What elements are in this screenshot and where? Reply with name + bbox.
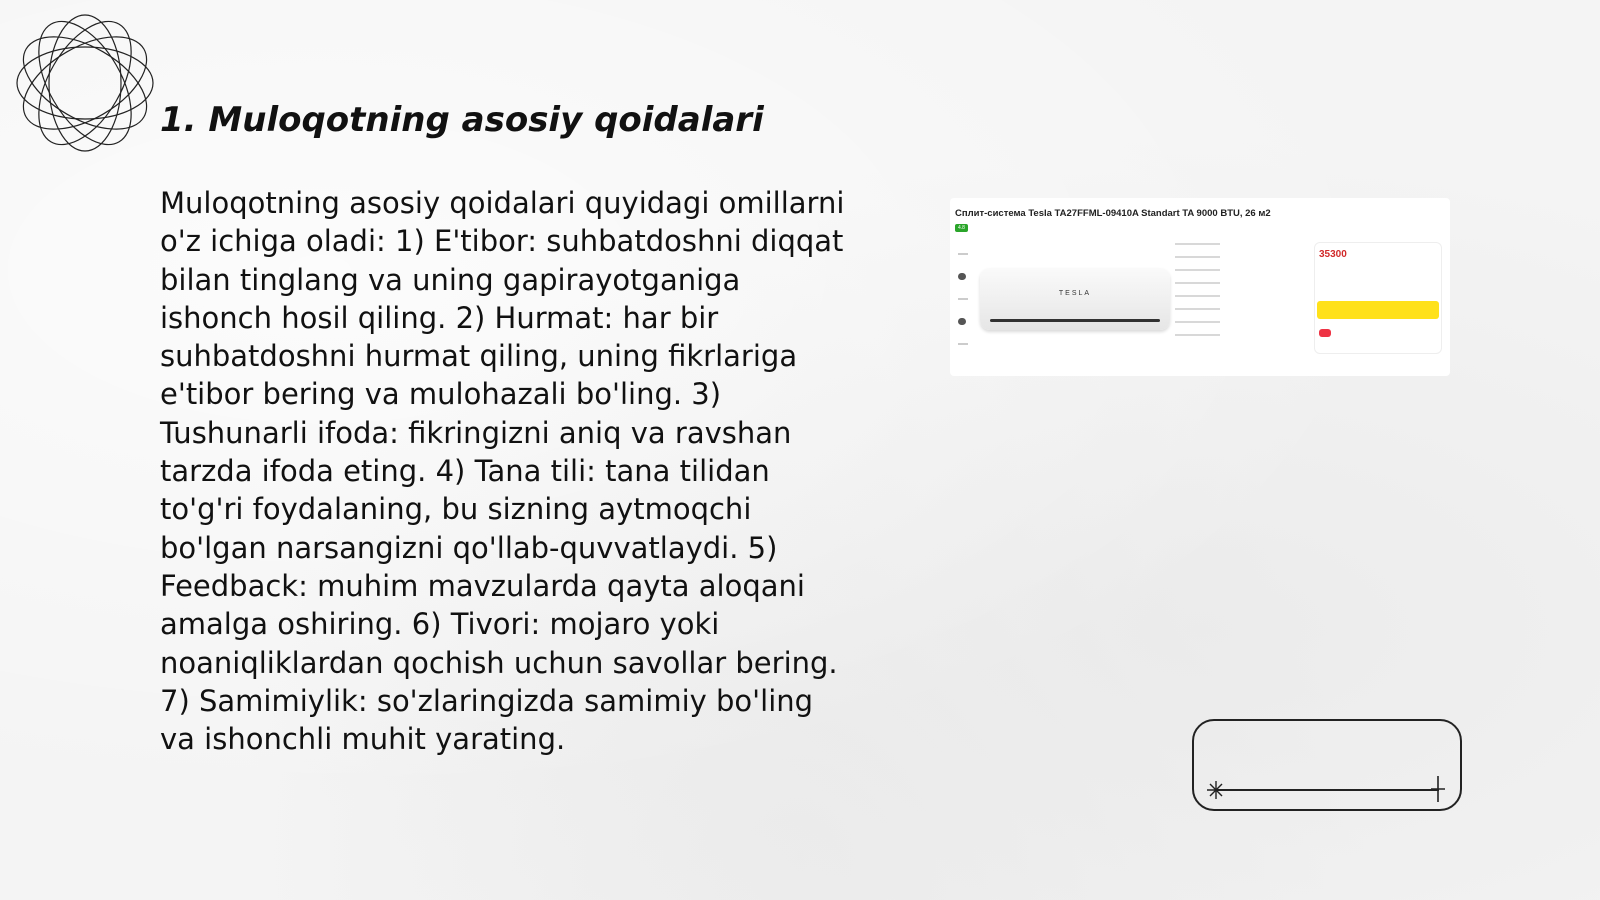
- brand-logo: TESLA: [1058, 290, 1092, 297]
- decorative-line: [1215, 789, 1439, 791]
- ring-ornament-icon: [10, 8, 160, 158]
- thumbnail-strip: [958, 253, 970, 363]
- spec-list: [1175, 243, 1305, 347]
- product-tags: [955, 224, 972, 232]
- product-screenshot-image: [950, 198, 1450, 376]
- rating-badge: 4.8: [955, 224, 968, 232]
- add-to-cart-button: [1317, 301, 1439, 319]
- promo-icon: [1319, 329, 1331, 337]
- slide-body-text: Muloqotning asosiy qoidalari quyidagi omillarni o'z ichiga oladi: 1) E'tibor: suhbatdoshni diqqat bilan tinglang va uning gapirayotganiga ishonch hosil qiling. 2) Hurmat: har bir suhbatdoshni hurmat qiling, uning fikrlariga e'tibor bering va mulohazali bo'ling. 3) Tushunarli ifoda: fikringizni aniq va ravshan tarzda ifoda eting. 4) Tana tili: tana tilidan to'g'ri foydalaning, bu sizning aytmoqchi bo'lgan narsangizni qo'llab-quvvatlaydi. 5) Feedback: muhim mavzularda qayta aloqani amalga oshiring. 6) Tivori: mojaro yoki noaniqliklardan qochish uchun savollar bering. 7) Samimiylik: so'zlaringizda samimiy bo'ling va ishonchli muhit yarating.: [160, 186, 845, 757]
- product-price: 35300: [1319, 249, 1347, 260]
- slide-title: 1. Muloqotning asosiy qoidalari: [160, 100, 764, 140]
- decorative-frame: [1192, 719, 1462, 811]
- buy-panel: [1314, 242, 1442, 354]
- product-title: Сплит-система Tesla TA27FFML-09410A Standart TA 9000 BTU, 26 м2: [955, 208, 1271, 219]
- plus-cross-icon: [1428, 776, 1448, 802]
- sparkle-icon: [1206, 780, 1226, 800]
- air-conditioner-image: [980, 268, 1170, 330]
